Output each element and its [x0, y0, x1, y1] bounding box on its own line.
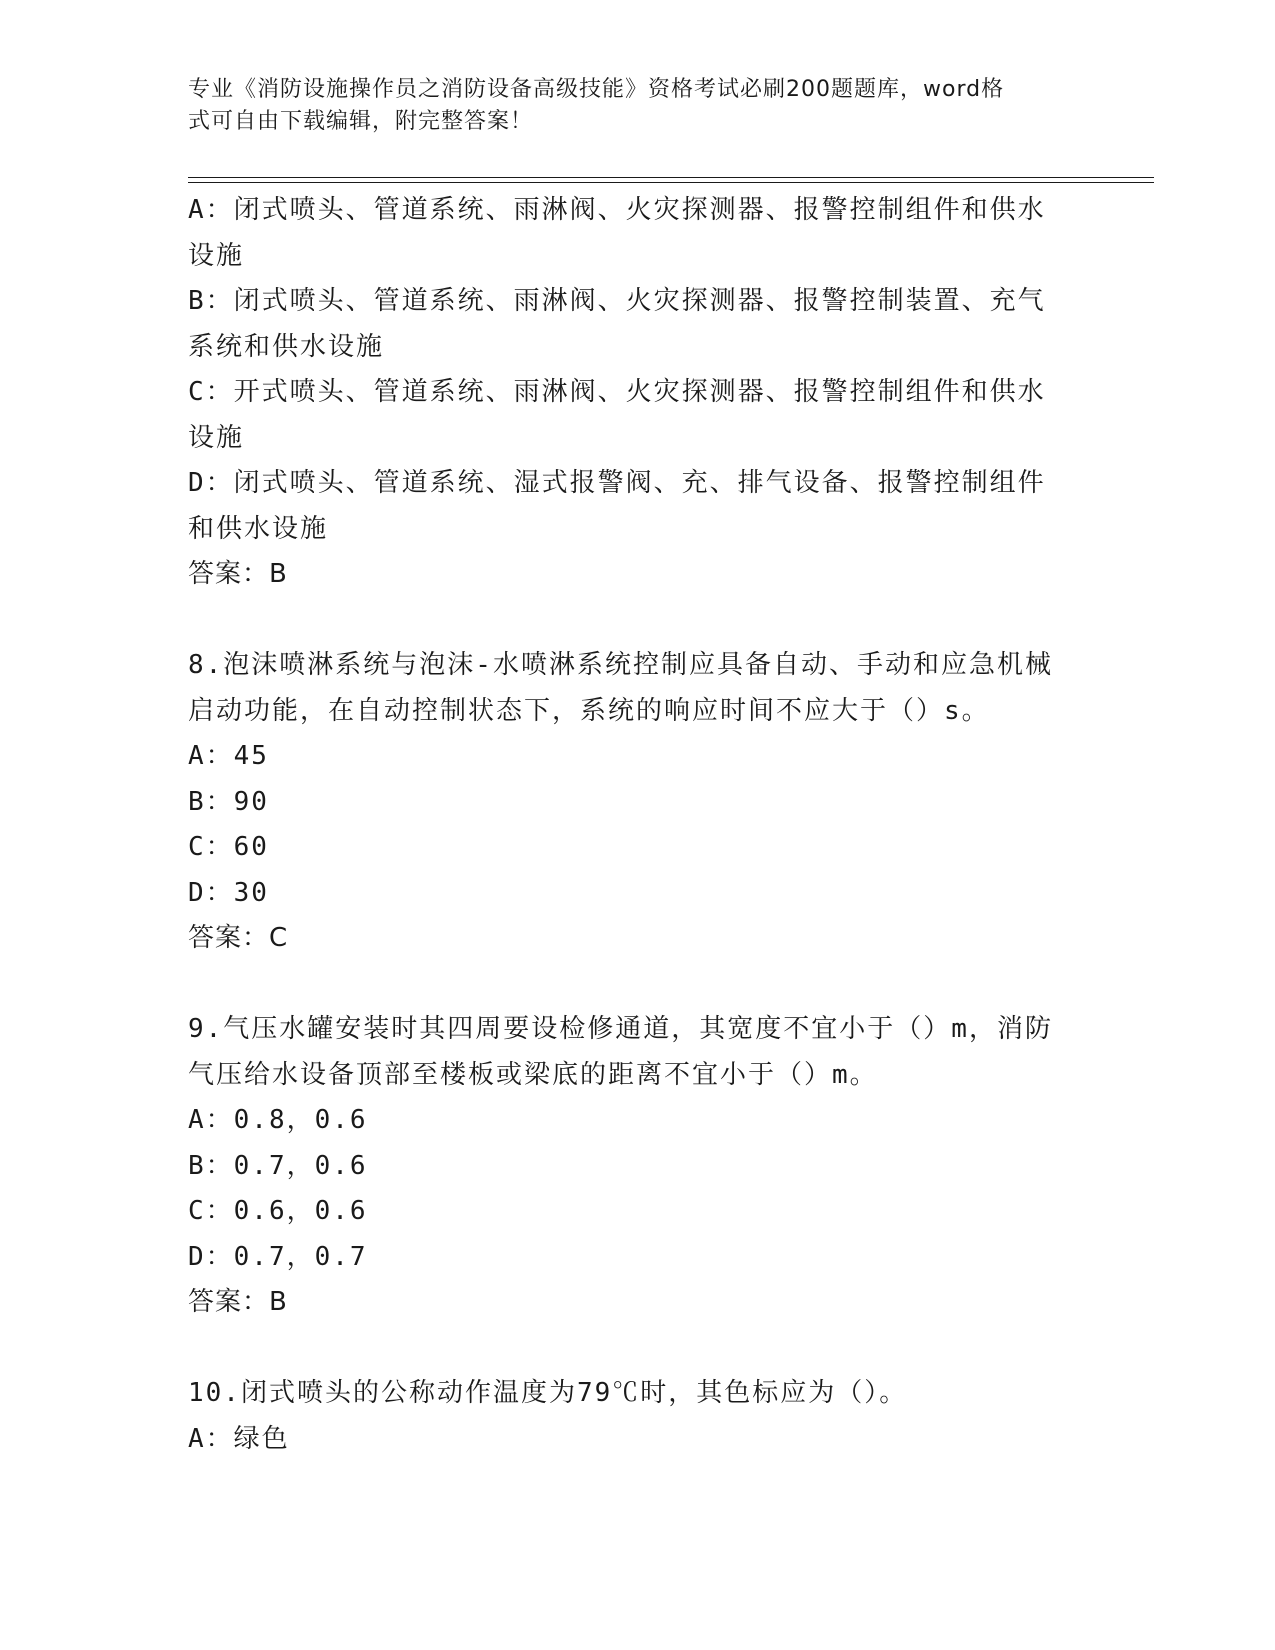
option-d: D：0.7，0.7	[188, 1241, 368, 1272]
option-d-line-2: 和供水设施	[188, 513, 329, 544]
answer-line: 答案：B	[188, 1287, 288, 1317]
option-c-line-1: C：开式喷头、管道系统、雨淋阀、火灾探测器、报警控制组件和供水	[188, 377, 1046, 407]
question-8	[188, 643, 1088, 962]
option-a: A：45	[188, 741, 269, 771]
option-b-line-1: B：闭式喷头、管道系统、雨淋阀、火灾探测器、报警控制装置、充气	[188, 286, 1046, 316]
question-7	[188, 188, 1088, 598]
option-b: B：0.7，0.6	[188, 1150, 368, 1181]
question-stem-line-1: 9.气压水罐安装时其四周要设检修通道，其宽度不宜小于（）m，消防	[188, 1014, 1053, 1044]
option-c-line-2: 设施	[188, 422, 245, 453]
option-a: A：0.8，0.6	[188, 1105, 368, 1135]
spacer	[188, 1326, 1088, 1372]
header-line-1: 专业《消防设施操作员之消防设备高级技能》资格考试必刷200题题库，word格	[188, 77, 1005, 102]
question-stem-line-1: 8.泡沫喷淋系统与泡沫-水喷淋系统控制应具备自动、手动和应急机械	[188, 650, 1053, 680]
option-a: A：绿色	[188, 1423, 290, 1454]
header-line-2: 式可自由下载编辑，附完整答案！	[188, 109, 534, 134]
question-stem-line-1: 10.闭式喷头的公称动作温度为79℃时，其色标应为（）。	[188, 1378, 908, 1408]
option-b: B：90	[188, 786, 269, 817]
option-b-line-2: 系统和供水设施	[188, 331, 385, 362]
answer-line: 答案：C	[188, 923, 289, 953]
question-9	[188, 1007, 1088, 1326]
question-10	[188, 1371, 1088, 1462]
option-d-line-1: D：闭式喷头、管道系统、湿式报警阀、充、排气设备、报警控制组件	[188, 468, 1046, 498]
option-c: C：60	[188, 832, 269, 862]
option-a-line-1: A：闭式喷头、管道系统、雨淋阀、火灾探测器、报警控制组件和供水	[188, 195, 1046, 225]
document-header	[188, 74, 1068, 138]
question-stem-line-2: 启动功能，在自动控制状态下，系统的响应时间不应大于（）s。	[188, 695, 990, 726]
option-d: D：30	[188, 877, 269, 908]
question-list	[188, 188, 1088, 1462]
option-c: C：0.6，0.6	[188, 1196, 368, 1226]
option-a-line-2: 设施	[188, 240, 245, 271]
header-divider-bottom	[188, 182, 1154, 183]
header-divider-top	[188, 177, 1154, 178]
spacer	[188, 598, 1088, 644]
spacer	[188, 962, 1088, 1008]
question-stem-line-2: 气压给水设备顶部至楼板或梁底的距离不宜小于（）m。	[188, 1059, 878, 1090]
answer-line: 答案：B	[188, 559, 288, 589]
